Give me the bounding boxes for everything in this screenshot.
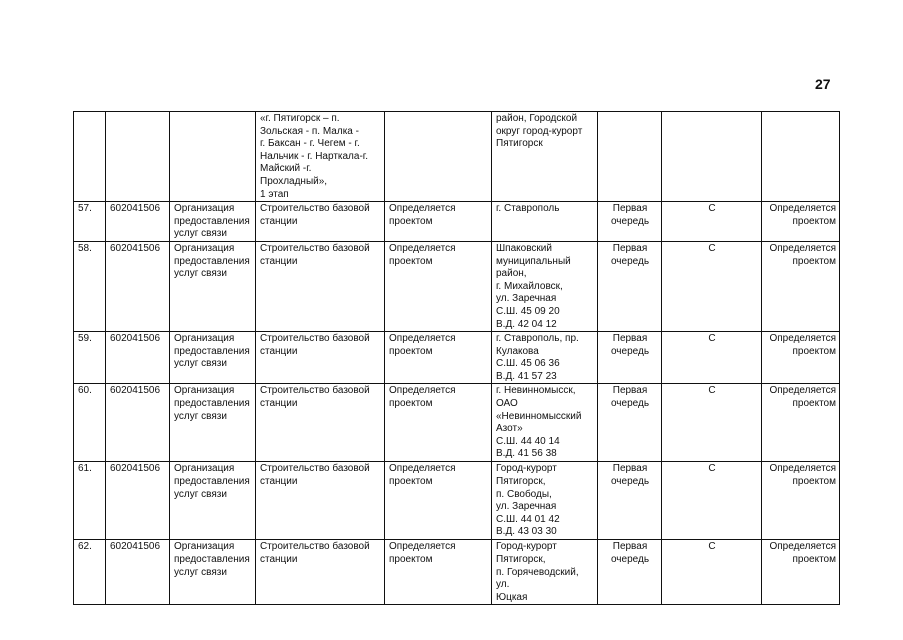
cell-object-name: «г. Пятигорск – п. Зольская - п. Малка - г. Баксан - г. Чегем - г. Нальчик - г. Нарткала-г. Майский -г. Прохладный», 1 этап <box>256 112 385 202</box>
cell-capacity <box>385 112 492 202</box>
cell-purpose: Организация предоставления услуг связи <box>170 202 256 242</box>
cell-location: г. Ставрополь, пр. Кулакова С.Ш. 45 06 36 В.Д. 41 57 23 <box>492 332 598 384</box>
cell-object-name: Строительство базовой станции <box>256 332 385 384</box>
cell-object-name: Строительство базовой станции <box>256 202 385 242</box>
cell-zone <box>762 112 840 202</box>
cell-purpose <box>170 112 256 202</box>
cell-object-name: Строительство базовой станции <box>256 540 385 605</box>
cell-stage: Первая очередь <box>598 241 662 331</box>
cell-number: 60. <box>74 384 106 462</box>
cell-code <box>106 112 170 202</box>
cell-object-name: Строительство базовой станции <box>256 384 385 462</box>
cell-category: С <box>662 540 762 605</box>
table-row <box>74 332 840 384</box>
cell-zone: Определяется проектом <box>762 462 840 540</box>
table-body <box>74 112 840 605</box>
table-row <box>74 462 840 540</box>
cell-number: 57. <box>74 202 106 242</box>
cell-stage: Первая очередь <box>598 462 662 540</box>
cell-category <box>662 112 762 202</box>
cell-zone: Определяется проектом <box>762 202 840 242</box>
cell-number <box>74 112 106 202</box>
cell-capacity: Определяется проектом <box>385 241 492 331</box>
cell-category: С <box>662 332 762 384</box>
cell-category: С <box>662 241 762 331</box>
cell-stage: Первая очередь <box>598 202 662 242</box>
page-number: 27 <box>815 76 831 92</box>
table-row <box>74 202 840 242</box>
cell-capacity: Определяется проектом <box>385 384 492 462</box>
table-row <box>74 241 840 331</box>
cell-category: С <box>662 462 762 540</box>
cell-capacity: Определяется проектом <box>385 332 492 384</box>
cell-stage: Первая очередь <box>598 384 662 462</box>
cell-code: 602041506 <box>106 332 170 384</box>
cell-number: 62. <box>74 540 106 605</box>
cell-purpose: Организация предоставления услуг связи <box>170 540 256 605</box>
cell-number: 61. <box>74 462 106 540</box>
cell-number: 59. <box>74 332 106 384</box>
cell-location: Город-курорт Пятигорск, п. Свободы, ул. Заречная С.Ш. 44 01 42 В.Д. 43 03 30 <box>492 462 598 540</box>
cell-capacity: Определяется проектом <box>385 202 492 242</box>
cell-code: 602041506 <box>106 384 170 462</box>
cell-location: г. Невинномысск, ОАО «Невинномысский Азот» С.Ш. 44 40 14 В.Д. 41 56 38 <box>492 384 598 462</box>
cell-object-name: Строительство базовой станции <box>256 462 385 540</box>
cell-capacity: Определяется проектом <box>385 540 492 605</box>
cell-code: 602041506 <box>106 241 170 331</box>
table-row <box>74 112 840 202</box>
cell-purpose: Организация предоставления услуг связи <box>170 241 256 331</box>
cell-location: г. Ставрополь <box>492 202 598 242</box>
cell-location: Шпаковский муниципальный район, г. Михайловск, ул. Заречная С.Ш. 45 09 20 В.Д. 42 04 12 <box>492 241 598 331</box>
objects-table <box>73 111 840 605</box>
cell-category: С <box>662 202 762 242</box>
cell-zone: Определяется проектом <box>762 384 840 462</box>
cell-location: Город-курорт Пятигорск, п. Горячеводский, ул. Юцкая <box>492 540 598 605</box>
cell-category: С <box>662 384 762 462</box>
cell-purpose: Организация предоставления услуг связи <box>170 462 256 540</box>
cell-stage <box>598 112 662 202</box>
table-row <box>74 540 840 605</box>
cell-stage: Первая очередь <box>598 332 662 384</box>
cell-zone: Определяется проектом <box>762 332 840 384</box>
table-row <box>74 384 840 462</box>
cell-code: 602041506 <box>106 202 170 242</box>
cell-location: район, Городской округ город-курорт Пятигорск <box>492 112 598 202</box>
cell-zone: Определяется проектом <box>762 241 840 331</box>
cell-zone: Определяется проектом <box>762 540 840 605</box>
cell-capacity: Определяется проектом <box>385 462 492 540</box>
cell-purpose: Организация предоставления услуг связи <box>170 332 256 384</box>
cell-purpose: Организация предоставления услуг связи <box>170 384 256 462</box>
cell-number: 58. <box>74 241 106 331</box>
cell-code: 602041506 <box>106 462 170 540</box>
cell-stage: Первая очередь <box>598 540 662 605</box>
cell-code: 602041506 <box>106 540 170 605</box>
cell-object-name: Строительство базовой станции <box>256 241 385 331</box>
